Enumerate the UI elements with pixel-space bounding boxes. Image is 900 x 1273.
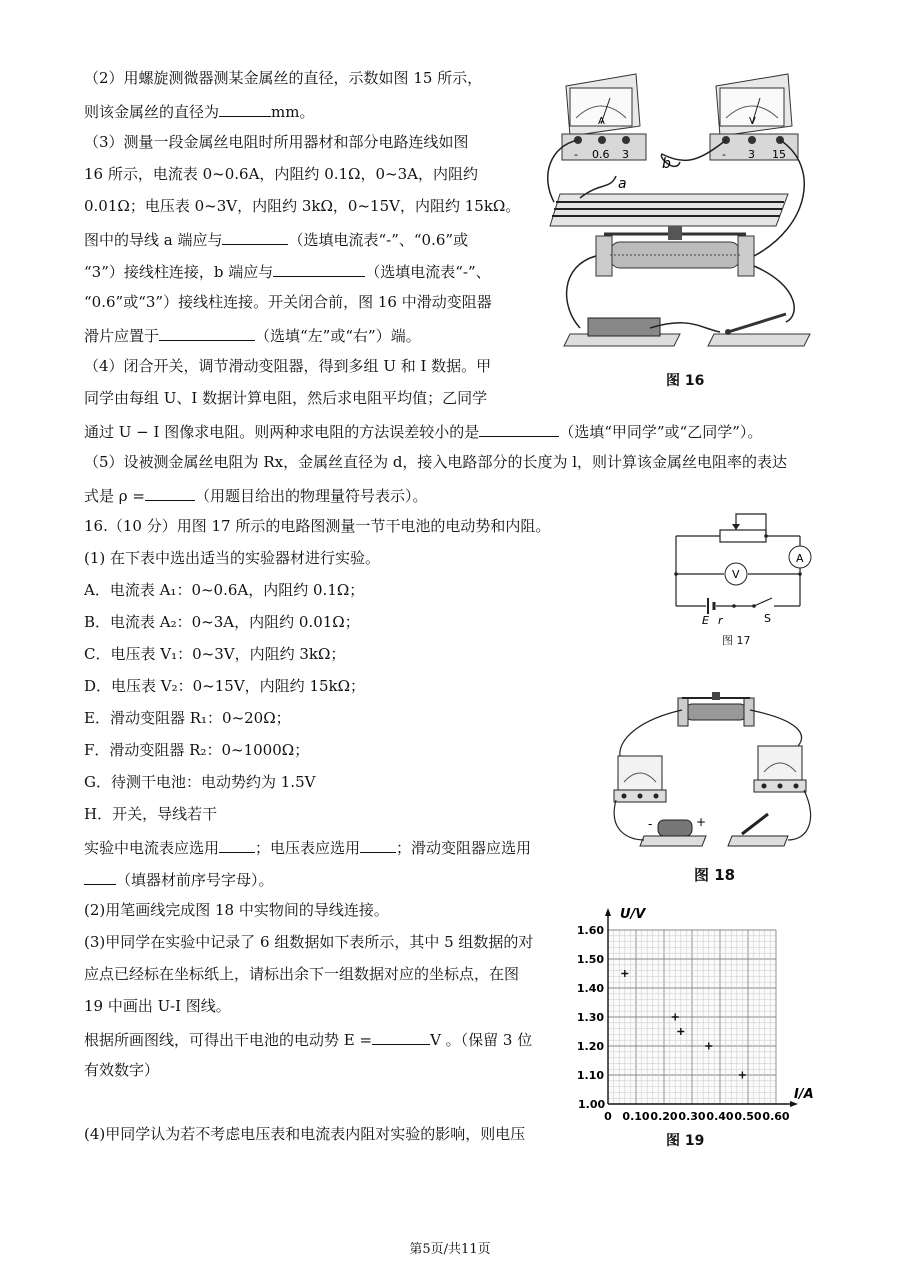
- x-tick-label: 0: [604, 1110, 612, 1123]
- chart-grid: [608, 930, 776, 1104]
- figure-19-u-i-graph: [576, 898, 816, 1130]
- ammeter-drawing: [562, 74, 646, 161]
- answer-blank-rheostat[interactable]: [84, 868, 116, 885]
- question-16-3-line-2: 应点已经标在坐标纸上，请标出余下一组数据对应的坐标点，在图: [84, 965, 520, 983]
- fig18-switch: [728, 814, 788, 846]
- voltmeter-drawing: [710, 74, 798, 161]
- ammeter-symbol: A: [598, 116, 605, 127]
- question-16-intro: 16.（10 分）用图 17 所示的电路图测量一节干电池的电动势和内阻。: [84, 517, 551, 535]
- answer-blank-diameter[interactable]: [219, 100, 271, 117]
- y-tick-label: 1.10: [576, 1069, 604, 1082]
- voltmeter-terminal-minus: -: [722, 148, 726, 161]
- question-16-4-line-1: (4)甲同学认为若不考虑电压表和电流表内阻对实验的影响，则电压: [84, 1125, 526, 1143]
- page-footer: 第5页/共11页: [409, 1242, 491, 1257]
- answer-blank-wire-b[interactable]: [273, 260, 365, 277]
- voltmeter-symbol: V: [749, 116, 756, 127]
- x-axis-label: I/A: [794, 1087, 814, 1102]
- question-15-3-line-1: （3）测量一段金属丝电阻时所用器材和部分电路连线如图: [84, 133, 469, 151]
- question-16-1-answers-2: （填器材前序号字母）。: [84, 868, 274, 890]
- option-a: A．电流表 A₁：0~0.6A，内阻约 0.1Ω；: [84, 581, 365, 599]
- fig18-voltmeter: [754, 746, 806, 792]
- x-tick-label: 0.30: [678, 1110, 706, 1123]
- option-c: C．电压表 V₁：0~3V，内阻约 3kΩ；: [84, 645, 346, 663]
- fig18-battery: [640, 815, 706, 846]
- question-16-3-line-1: (3)甲同学在实验中记录了 6 组数据如下表所示，其中 5 组数据的对: [84, 933, 534, 951]
- x-tick-label: 0.50: [734, 1110, 762, 1123]
- fig17-ammeter-label: A: [796, 552, 804, 565]
- metal-wire-board: [550, 194, 788, 226]
- fig17-internal-resistance-label: r: [718, 614, 723, 627]
- option-d: D．电压表 V₂：0~15V，内阻约 15kΩ；: [84, 677, 366, 695]
- answer-blank-emf[interactable]: [372, 1028, 430, 1045]
- fig17-switch-label: S: [764, 612, 771, 625]
- answer-blank-resistivity[interactable]: [145, 484, 195, 501]
- question-15-3-line-2: 16 所示，电流表 0~0.6A，内阻约 0.1Ω，0~3A，内阻约: [84, 165, 478, 183]
- voltmeter-terminal-15: 15: [772, 148, 786, 161]
- question-16-1: (1) 在下表中选出适当的实验器材进行实验。: [84, 549, 381, 567]
- battery-and-switch: [564, 314, 810, 346]
- question-15-3-line-7: 滑片应置于 （选填“左”或“右”）端。: [84, 324, 421, 346]
- question-16-3-line-5: 有效数字）: [84, 1061, 160, 1079]
- y-tick-label: 1.30: [576, 1011, 604, 1024]
- fig18-battery-minus: -: [648, 817, 653, 831]
- question-16-3-line-3: 19 中画出 U-I 图线。: [84, 997, 231, 1015]
- question-15-3-line-3: 0.01Ω；电压表 0~3V，内阻约 3kΩ，0~15V，内阻约 15kΩ。: [84, 197, 521, 215]
- y-tick-label: 1.20: [576, 1040, 604, 1053]
- fig17-voltmeter-label: V: [732, 568, 740, 581]
- question-15-3-line-5: “3”）接线柱连接，b 端应与 （选填电流表“-”、: [84, 260, 491, 282]
- x-tick-label: 0.10: [622, 1110, 650, 1123]
- question-15-4-line-3: 通过 U − I 图像求电阻。则两种求电阻的方法误差较小的是 （选填“甲同学”或“乙同学”）。: [84, 420, 762, 442]
- figure-18-apparatus: [608, 690, 822, 858]
- y-axis-arrow: [605, 908, 611, 916]
- y-tick-label: 1.60: [576, 924, 604, 937]
- question-16-1-answers: 实验中电流表应选用 ；电压表应选用 ；滑动变阻器应选用: [84, 836, 531, 858]
- question-15-2-line-2: 则该金属丝的直径为 mm。: [84, 100, 314, 122]
- fig17-emf-label: E: [702, 614, 709, 627]
- figure-16-circuit: [540, 66, 830, 366]
- question-15-3-line-4: 图中的导线 a 端应与 （选填电流表“-”、“0.6”或: [84, 228, 468, 250]
- wire-a-label: a: [618, 176, 627, 192]
- option-g: G．待测干电池：电动势约为 1.5V: [84, 773, 316, 791]
- y-tick-label: 1.00: [578, 1098, 606, 1111]
- question-15-2-line-1: （2）用螺旋测微器测某金属丝的直径，示数如图 15 所示，: [84, 69, 483, 87]
- y-tick-label: 1.40: [576, 982, 604, 995]
- ammeter-terminal-3: 3: [622, 148, 629, 161]
- ammeter-terminal-0-6: 0.6: [592, 148, 610, 161]
- question-15-5-line-2: 式是 ρ = （用题目给出的物理量符号表示）。: [84, 484, 427, 506]
- y-tick-label: 1.50: [576, 953, 604, 966]
- question-15-4-line-1: （4）闭合开关，调节滑动变阻器，得到多组 U 和 I 数据。甲: [84, 357, 492, 375]
- figure-16-caption: 图 16: [666, 373, 705, 389]
- question-15-5-line-1: （5）设被测金属丝电阻为 Rx，金属丝直径为 d，接入电路部分的长度为 l，则计算该金属丝电阻率的表达: [84, 453, 788, 471]
- figure-19-caption: 图 19: [666, 1133, 705, 1149]
- option-b: B．电流表 A₂：0~3A，内阻约 0.01Ω；: [84, 613, 360, 631]
- fig18-ammeter: [614, 756, 666, 802]
- fig18-rheostat: [678, 692, 754, 726]
- answer-blank-voltmeter[interactable]: [360, 836, 396, 853]
- question-16-2: (2)用笔画线完成图 18 中实物间的导线连接。: [84, 901, 389, 919]
- y-axis-label: U/V: [620, 907, 646, 922]
- x-tick-label: 0.40: [706, 1110, 734, 1123]
- rheostat-drawing: [596, 226, 754, 276]
- figure-17-circuit-diagram: [668, 506, 828, 630]
- x-tick-label: 0.60: [762, 1110, 790, 1123]
- figure-18-caption: 图 18: [694, 866, 736, 884]
- answer-blank-slider[interactable]: [159, 324, 255, 341]
- voltmeter-terminal-3: 3: [748, 148, 755, 161]
- x-tick-label: 0.20: [650, 1110, 678, 1123]
- ammeter-terminal-minus: -: [574, 148, 578, 161]
- question-15-4-line-2: 同学由每组 U、I 数据计算电阻，然后求电阻平均值；乙同学: [84, 389, 488, 407]
- option-h: H．开关，导线若干: [84, 805, 218, 823]
- figure-17-caption: 图 17: [722, 634, 751, 647]
- wire-b-label: b: [662, 156, 671, 172]
- question-16-3-line-4: 根据所画图线，可得出干电池的电动势 E = V 。（保留 3 位: [84, 1028, 532, 1050]
- answer-blank-ammeter[interactable]: [219, 836, 255, 853]
- option-e: E．滑动变阻器 R₁：0~20Ω；: [84, 709, 291, 727]
- answer-blank-wire-a[interactable]: [222, 228, 288, 245]
- answer-blank-method[interactable]: [479, 420, 559, 437]
- question-15-3-line-6: “0.6”或“3”）接线柱连接。开关闭合前，图 16 中滑动变阻器: [84, 293, 492, 311]
- fig18-battery-plus: +: [696, 815, 707, 829]
- option-f: F．滑动变阻器 R₂：0~1000Ω；: [84, 741, 310, 759]
